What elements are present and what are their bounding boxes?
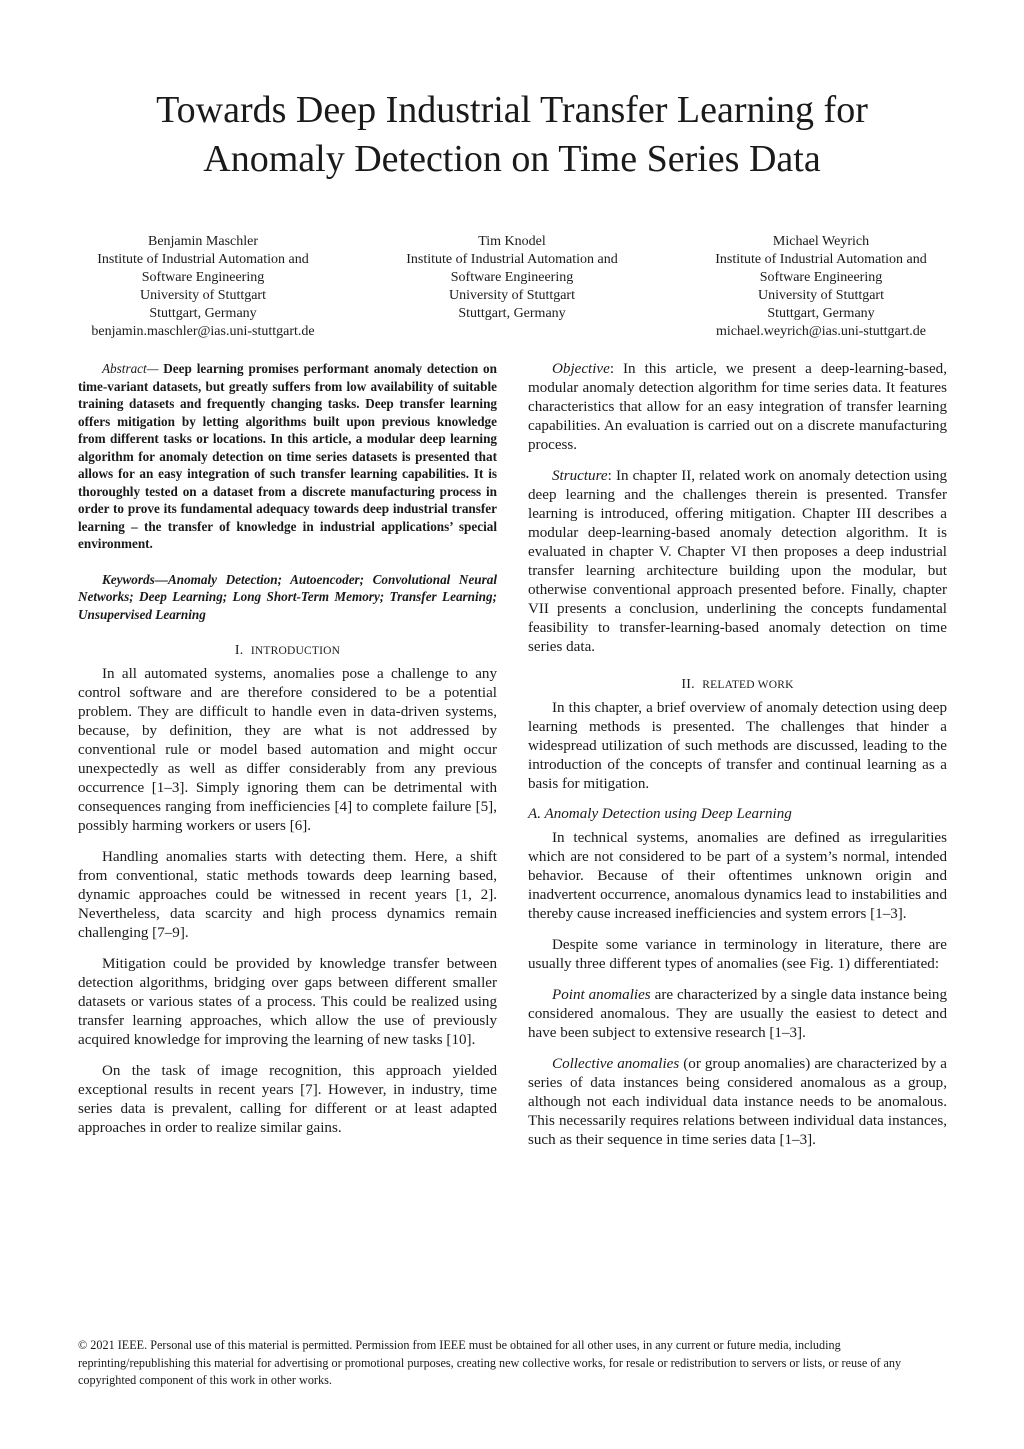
section-heading-introduction — [78, 643, 497, 659]
objective-paragraph — [528, 360, 947, 455]
collective-anomalies-text: (or group anomalies) are characterized by a series of data instances being considered anomalous as a group, although not each individual data instance needs to be anomalous. This necessarily requires relations between individual data instances, such as their sequence in time series data [1–3]. — [528, 1056, 947, 1148]
collective-anomalies-paragraph — [528, 1055, 947, 1150]
structure-paragraph — [528, 467, 947, 657]
author-name: Michael Weyrich — [772, 234, 870, 249]
objective-label: Objective — [552, 361, 610, 377]
author-affiliation: Stuttgart, Germany — [458, 306, 566, 321]
author-affiliation: University of Stuttgart — [140, 288, 266, 303]
intro-paragraph-4: On the task of image recognition, this approach yielded exceptional results in recent years [7]. However, in industry, time series data is prevalent, calling for different or at least adapted approaches in order to realize similar gains. — [78, 1063, 497, 1136]
author-email: benjamin.maschler@ias.uni-stuttgart.de — [91, 324, 315, 339]
paper-title — [0, 86, 1024, 184]
author-affiliation: Software Engineering — [141, 270, 265, 285]
author-affiliation: Software Engineering — [450, 270, 574, 285]
author-3 — [686, 233, 956, 341]
abstract-label: Abstract— — [102, 361, 159, 376]
point-anomalies-label: Point anomalies — [552, 987, 651, 1003]
author-affiliation: Institute of Industrial Automation and — [97, 252, 309, 267]
related-paragraph-1: In this chapter, a brief overview of anomaly detection using deep learning methods is presented. The challenges that hinder a widespread utilization of such methods are discussed, leading to the introduction of the concepts of transfer and continual learning as a basis for mitigation. — [528, 700, 947, 792]
structure-text: : In chapter II, related work on anomaly detection using deep learning and the challenges therein is presented. Transfer learning is introduced, offering mitigation. Chapter III describes a modular deep-learning-based anomaly detection algorithm. It is evaluated in chapter V. Chapter VI then proposes a deep industrial transfer learning architecture building upon the modular, but otherwise conventional approach presented before. Finally, chapter VII presents a conclusion, underlining the concepts fundamental feasibility to transfer-learning-based anomaly detection on time series data. — [528, 468, 947, 655]
intro-paragraph-2: Handling anomalies starts with detecting them. Here, a shift from conventional, static methods towards deep learning based, dynamic approaches could be witnessed in recent years [1, 2]. Nevertheless, data scarcity and high process dynamics remain challenging [7–9]. — [78, 849, 497, 941]
abstract-paragraph — [78, 360, 497, 553]
related-paragraph-3: Despite some variance in terminology in literature, there are usually three different types of anomalies (see Fig. 1) differentiated: — [528, 937, 947, 972]
author-name: Tim Knodel — [478, 234, 546, 249]
left-column — [78, 360, 497, 1138]
keywords: Keywords—Anomaly Detection; Autoencoder; Convolutional Neural Networks; Deep Learning; Long Short-Term Memory; Transfer Learning; Unsupervised Learning — [78, 571, 497, 622]
section-number: I. — [234, 643, 244, 658]
intro-paragraph-3: Mitigation could be provided by knowledge transfer between detection algorithms, bridging over gaps between different smaller datasets or various states of a process. This could be realized using transfer learning approaches, which allow the use of previously acquired knowledge for improving the learning of new tasks [10]. — [78, 956, 497, 1048]
objective-text: : In this article, we present a deep-learning-based, modular anomaly detection algorithm for time series data. It features characteristics that allow for an easy integration of transfer learning capabilities. An evaluation is carried out on a discrete manufacturing process. — [528, 361, 947, 453]
author-2 — [377, 233, 647, 341]
point-anomalies-paragraph — [528, 986, 947, 1043]
copyright-notice: © 2021 IEEE. Personal use of this material is permitted. Permission from IEEE must be obtained for all other uses, in any current or future media, including reprinting/republishing this material for advertising or promotional purposes, creating new collective works, for resale or redistribution to servers or lists, or reuse of any copyrighted component of this work in other works. — [78, 1338, 902, 1387]
author-name: Benjamin Maschler — [147, 234, 259, 249]
author-affiliation: Software Engineering — [759, 270, 883, 285]
author-affiliation: University of Stuttgart — [449, 288, 575, 303]
point-anomalies-text: are characterized by a single data instance being considered anomalous. They are usually the easiest to detect and have been subject to extensive research [1–3]. — [528, 987, 947, 1041]
section-title: RELATED WORK — [702, 679, 794, 691]
collective-anomalies-label: Collective anomalies — [552, 1056, 680, 1072]
author-affiliation: Institute of Industrial Automation and — [406, 252, 618, 267]
right-column — [528, 360, 947, 1150]
intro-paragraph-1: In all automated systems, anomalies pose a challenge to any control software and are therefore considered to be a potential problem. They are difficult to handle even in data-driven systems, because, by definition, they are what is not addressed by conventional rule or model based automation and might occur unexpectedly as well as differ considerably from any previous occurrence [1–3]. Simply ignoring them can be detrimental with consequences ranging from inefficiencies [4] to complete failure [5], possibly harming workers or users [6]. — [78, 666, 497, 834]
title-line-2: Anomaly Detection on Time Series Data — [203, 138, 821, 180]
related-paragraph-2: In technical systems, anomalies are defined as irregularities which are not considered to be part of a system’s normal, intended behavior. Because of their oftentimes unknown origin and inadvertent occurrence, anomalous dynamics lead to instabilities and thereby cause increased inefficiencies and system errors [1–3]. — [528, 830, 947, 922]
author-affiliation: Stuttgart, Germany — [149, 306, 257, 321]
author-email: michael.weyrich@ias.uni-stuttgart.de — [716, 324, 926, 339]
section-heading-related-work — [528, 677, 947, 693]
structure-label: Structure — [552, 468, 608, 484]
section-title: INTRODUCTION — [250, 645, 341, 657]
subsection-heading-a: A. Anomaly Detection using Deep Learning — [528, 806, 792, 822]
author-affiliation: University of Stuttgart — [758, 288, 884, 303]
abstract — [78, 360, 497, 623]
author-affiliation: Stuttgart, Germany — [767, 306, 875, 321]
author-1 — [68, 233, 338, 341]
author-affiliation: Institute of Industrial Automation and — [715, 252, 927, 267]
section-number: II. — [681, 677, 695, 692]
abstract-text: Deep learning promises performant anomaly detection on time-variant datasets, but greatly suffers from low availability of suitable training datasets and frequently changing tasks. Deep transfer learning offers mitigation by letting algorithms built upon previous knowledge from different tasks or locations. In this article, a modular deep learning algorithm for anomaly detection on time series datasets is presented that allows for an easy integration of such transfer learning capabilities. It is thoroughly tested on a dataset from a discrete manufacturing process in order to prove its fundamental adequacy towards deep industrial transfer learning – the transfer of knowledge in industrial applications’ special environment. — [78, 361, 497, 551]
author-block — [68, 233, 956, 341]
title-line-1: Towards Deep Industrial Transfer Learning for — [156, 89, 868, 131]
